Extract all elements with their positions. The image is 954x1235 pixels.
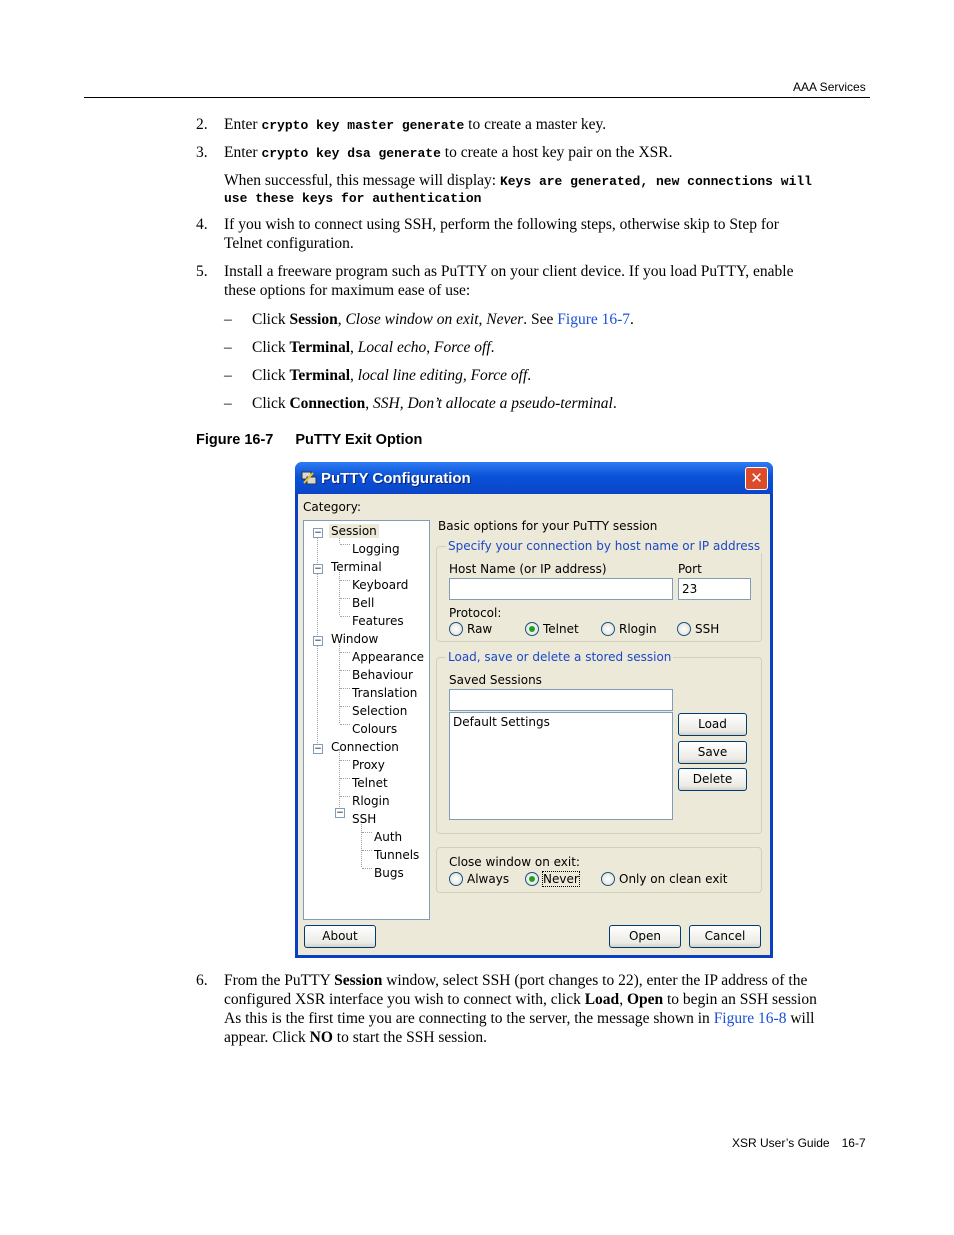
- message-code-line2: use these keys for authentication: [224, 191, 482, 206]
- collapse-icon[interactable]: −: [336, 808, 344, 818]
- step-number: 3.: [196, 144, 208, 161]
- tree-line: [340, 544, 350, 545]
- telnet-radio[interactable]: [525, 622, 539, 636]
- tree-line: [339, 641, 340, 723]
- header-rule: [84, 97, 870, 98]
- running-header: AAA Services: [793, 80, 866, 94]
- note-text: When successful, this message will display:: [224, 172, 500, 189]
- tree-item-ssh[interactable]: SSH: [352, 812, 377, 826]
- tree-line: [340, 796, 350, 797]
- step-text: to create a master key.: [464, 116, 607, 133]
- collapse-icon[interactable]: −: [314, 744, 322, 754]
- bullet-item: [224, 394, 617, 413]
- step-text: ,: [619, 991, 627, 1008]
- tree-item-selection[interactable]: Selection: [352, 704, 408, 718]
- bullet-italic: Force off: [434, 339, 491, 356]
- tree-line: [339, 569, 340, 615]
- saved-session-input[interactable]: [449, 689, 673, 711]
- bullet-text: ,: [426, 339, 434, 356]
- save-button[interactable]: Save: [678, 741, 747, 764]
- tree-item-terminal[interactable]: Terminal: [331, 560, 382, 574]
- tree-item-bugs[interactable]: Bugs: [374, 866, 404, 880]
- step-number: 5.: [196, 263, 208, 280]
- putty-icon: [301, 470, 317, 486]
- command-code: crypto key master generate: [261, 118, 465, 133]
- step-text: Enter: [224, 144, 262, 161]
- tree-item-logging[interactable]: Logging: [352, 542, 400, 556]
- port-input[interactable]: 23: [678, 578, 751, 600]
- bullet-text: .: [630, 311, 634, 328]
- bullet-bold: Session: [289, 311, 338, 328]
- tree-item-features[interactable]: Features: [352, 614, 404, 628]
- tree-item-rlogin[interactable]: Rlogin: [352, 794, 390, 808]
- figure-label: Figure 16-7: [196, 432, 274, 448]
- bullet-bold: Terminal: [289, 367, 351, 384]
- telnet-label[interactable]: Telnet: [543, 622, 579, 636]
- tree-line: [340, 580, 350, 581]
- panel-heading: Basic options for your PuTTY session: [438, 519, 658, 533]
- bullet-text: ,: [365, 395, 374, 412]
- step-number: 4.: [196, 216, 208, 233]
- sessions-list[interactable]: [449, 712, 673, 820]
- connection-group-title: Specify your connection by host name or IP address: [448, 539, 761, 553]
- tree-item-window[interactable]: Window: [331, 632, 379, 646]
- bullet-text: ,: [350, 367, 358, 384]
- host-input[interactable]: [449, 578, 673, 600]
- putty-window: [295, 462, 773, 958]
- never-radio[interactable]: [525, 872, 539, 886]
- step-text: As this is the first time you are connecting to the server, the message shown in: [224, 1010, 714, 1027]
- tree-line: [362, 850, 372, 851]
- rlogin-label[interactable]: Rlogin: [619, 622, 657, 636]
- tree-item-bell[interactable]: Bell: [352, 596, 375, 610]
- tree-line: [340, 688, 350, 689]
- window-client: [298, 494, 770, 955]
- about-button[interactable]: About: [304, 925, 376, 948]
- tree-item-colours[interactable]: Colours: [352, 722, 398, 736]
- collapse-icon[interactable]: −: [314, 636, 322, 646]
- clean-exit-label[interactable]: Only on clean exit: [619, 872, 728, 886]
- step-number: 6.: [196, 972, 208, 989]
- port-label: Port: [678, 562, 702, 576]
- window-title: PuTTY Configuration: [321, 470, 471, 487]
- tree-line: [362, 832, 372, 833]
- command-code: crypto key dsa generate: [261, 146, 441, 161]
- figure-link[interactable]: Figure 16-7: [557, 311, 631, 328]
- ssh-radio[interactable]: [677, 622, 691, 636]
- bullet-text: ,: [337, 311, 346, 328]
- tree-line: [361, 821, 362, 867]
- raw-radio[interactable]: [449, 622, 463, 636]
- tree-line: [340, 778, 350, 779]
- tree-item-auth[interactable]: Auth: [374, 830, 403, 844]
- step-bold: NO: [309, 1029, 333, 1046]
- step-text: will: [786, 1010, 815, 1027]
- step-3-note: [224, 171, 812, 191]
- always-label[interactable]: Always: [467, 872, 510, 886]
- step-text: to start the SSH session.: [332, 1029, 488, 1046]
- message-code: Keys are generated, new connections will: [499, 174, 812, 189]
- tree-line: [362, 868, 372, 869]
- step-text: to begin an SSH session: [663, 991, 817, 1008]
- raw-label[interactable]: Raw: [467, 622, 493, 636]
- bullet-text: Click: [252, 311, 290, 328]
- step-text: If you wish to connect using SSH, perform the following steps, otherwise skip to Step for: [224, 216, 779, 233]
- clean-exit-radio[interactable]: [601, 872, 615, 886]
- tree-line: [340, 760, 350, 761]
- always-radio[interactable]: [449, 872, 463, 886]
- tree-line: [340, 616, 350, 617]
- bullet-dash: –: [224, 367, 232, 384]
- bullet-text: .: [490, 339, 495, 356]
- step-text: From the PuTTY: [224, 972, 335, 989]
- collapse-icon[interactable]: −: [314, 528, 322, 538]
- bullet-text: Click: [252, 339, 290, 356]
- bullet-text: .: [612, 395, 617, 412]
- bullet-item: [224, 366, 532, 385]
- step-bold: Load: [584, 991, 620, 1008]
- title-bar[interactable]: [295, 462, 773, 494]
- step-text: Enter: [224, 116, 262, 133]
- host-label: Host Name (or IP address): [449, 562, 607, 576]
- category-label: Category:: [303, 500, 361, 514]
- category-tree[interactable]: [303, 520, 430, 920]
- step-number: 2.: [196, 116, 208, 133]
- bullet-text: Click: [252, 395, 290, 412]
- close-window-group: [436, 847, 762, 893]
- bullet-dash: –: [224, 395, 232, 412]
- tree-line: [340, 706, 350, 707]
- bullet-text: .: [527, 367, 532, 384]
- bullet-italic: local line editing, Force off: [357, 367, 528, 384]
- tree-line: [340, 598, 350, 599]
- bullet-text: . See: [523, 311, 558, 328]
- load-button[interactable]: Load: [678, 713, 747, 736]
- close-button[interactable]: ✕: [745, 467, 768, 490]
- tree-item-session[interactable]: Session: [331, 524, 377, 538]
- tree-line: [339, 749, 340, 813]
- tree-item-proxy[interactable]: Proxy: [352, 758, 385, 772]
- never-label[interactable]: Never: [543, 872, 579, 886]
- sessions-group-title: Load, save or delete a stored session: [448, 650, 672, 664]
- tree-item-appearance[interactable]: Appearance: [352, 650, 425, 664]
- bullet-text: ,: [350, 339, 358, 356]
- bullet-italic: Local echo: [357, 339, 427, 356]
- step-text: Telnet configuration.: [224, 235, 354, 252]
- bullet-text: Click: [252, 367, 290, 384]
- step-text: configured XSR interface you wish to connect with, click: [224, 991, 585, 1008]
- collapse-icon[interactable]: −: [314, 564, 322, 574]
- tree-line: [340, 652, 350, 653]
- bullet-item: [224, 338, 495, 357]
- tree-item-keyboard[interactable]: Keyboard: [352, 578, 409, 592]
- session-item[interactable]: Default Settings: [453, 715, 550, 729]
- saved-sessions-label: Saved Sessions: [449, 673, 542, 687]
- protocol-label: Protocol:: [449, 606, 502, 620]
- step-text: Install a freeware program such as PuTTY on your client device. If you load PuTTY, enable: [224, 263, 794, 280]
- tree-line: [340, 724, 350, 725]
- step-text: window, select SSH (port changes to 22), enter the IP address of the: [382, 972, 808, 989]
- bullet-bold: Connection: [289, 395, 366, 412]
- bullet-dash: –: [224, 339, 232, 356]
- tree-item-translation[interactable]: Translation: [352, 686, 418, 700]
- step-text: these options for maximum ease of use:: [224, 282, 471, 299]
- tree-item-behaviour[interactable]: Behaviour: [352, 668, 413, 682]
- bullet-italic: SSH, Don’t allocate a pseudo-terminal: [373, 395, 613, 412]
- tree-item-telnet[interactable]: Telnet: [352, 776, 388, 790]
- figure-link[interactable]: Figure 16-8: [713, 1010, 787, 1027]
- cancel-button[interactable]: Cancel: [689, 925, 761, 948]
- close-window-label: Close window on exit:: [449, 855, 580, 869]
- guide-title: XSR User’s Guide: [732, 1136, 830, 1150]
- bullet-dash: –: [224, 311, 232, 328]
- ssh-label[interactable]: SSH: [695, 622, 720, 636]
- open-button[interactable]: Open: [609, 925, 681, 948]
- delete-button[interactable]: Delete: [678, 768, 747, 791]
- figure-caption: [196, 432, 422, 448]
- page-number: 16-7: [841, 1136, 866, 1150]
- step-bold: Session: [334, 972, 383, 989]
- figure-title: PuTTY Exit Option: [295, 432, 423, 448]
- bullet-bold: Terminal: [289, 339, 351, 356]
- tree-line: [340, 670, 350, 671]
- bullet-italic: Close window on exit, Never: [345, 311, 524, 328]
- bullet-item: [224, 310, 634, 329]
- tree-item-connection[interactable]: Connection: [331, 740, 399, 754]
- step-bold: Open: [626, 991, 664, 1008]
- rlogin-radio[interactable]: [601, 622, 615, 636]
- step-text: to create a host key pair on the XSR.: [440, 144, 673, 161]
- page-footer: [732, 1136, 866, 1150]
- tree-item-tunnels[interactable]: Tunnels: [374, 848, 420, 862]
- step-text: appear. Click: [224, 1029, 310, 1046]
